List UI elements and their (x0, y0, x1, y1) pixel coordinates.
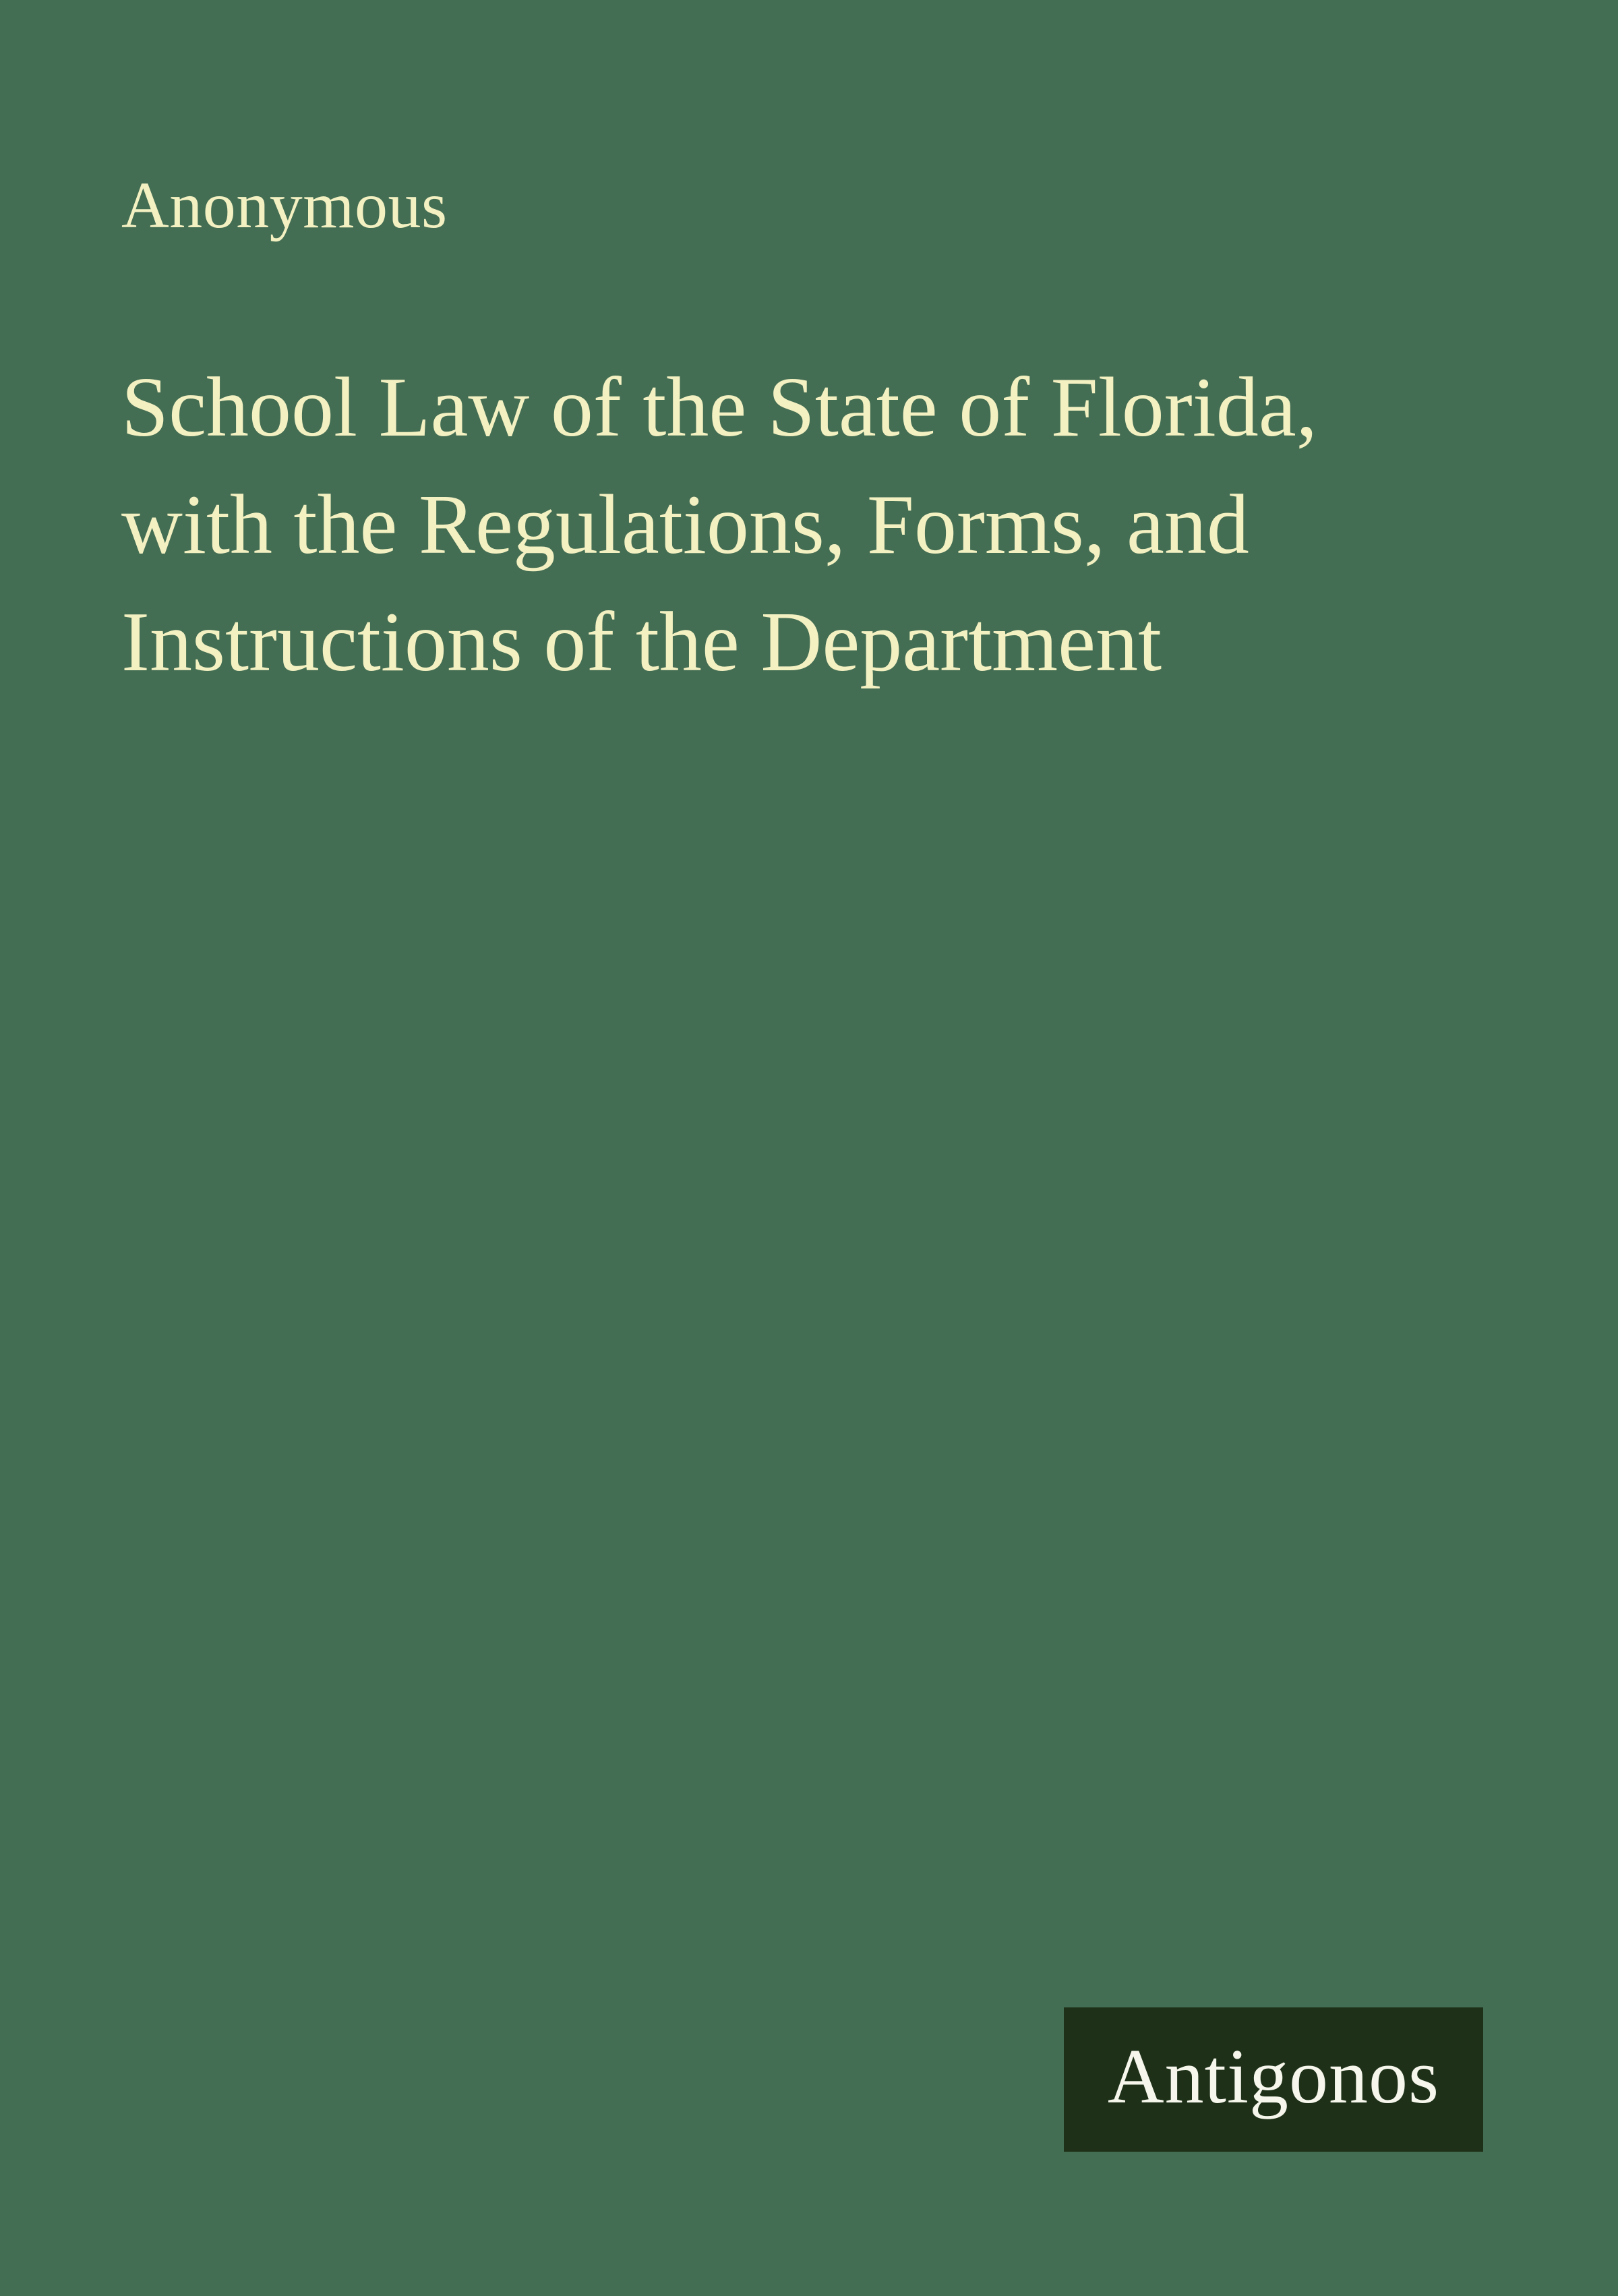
book-title-line-3: Instructions of the Department (121, 595, 1162, 689)
book-title-line-1: School Law of the State of Florida, (121, 361, 1318, 454)
publisher-name: Antigonos (1107, 2033, 1440, 2120)
publisher-badge (1064, 2007, 1483, 2152)
book-title-line-2: with the Regulations, Forms, and (121, 478, 1249, 572)
author-name: Anonymous (121, 169, 448, 242)
book-title (121, 349, 1537, 701)
